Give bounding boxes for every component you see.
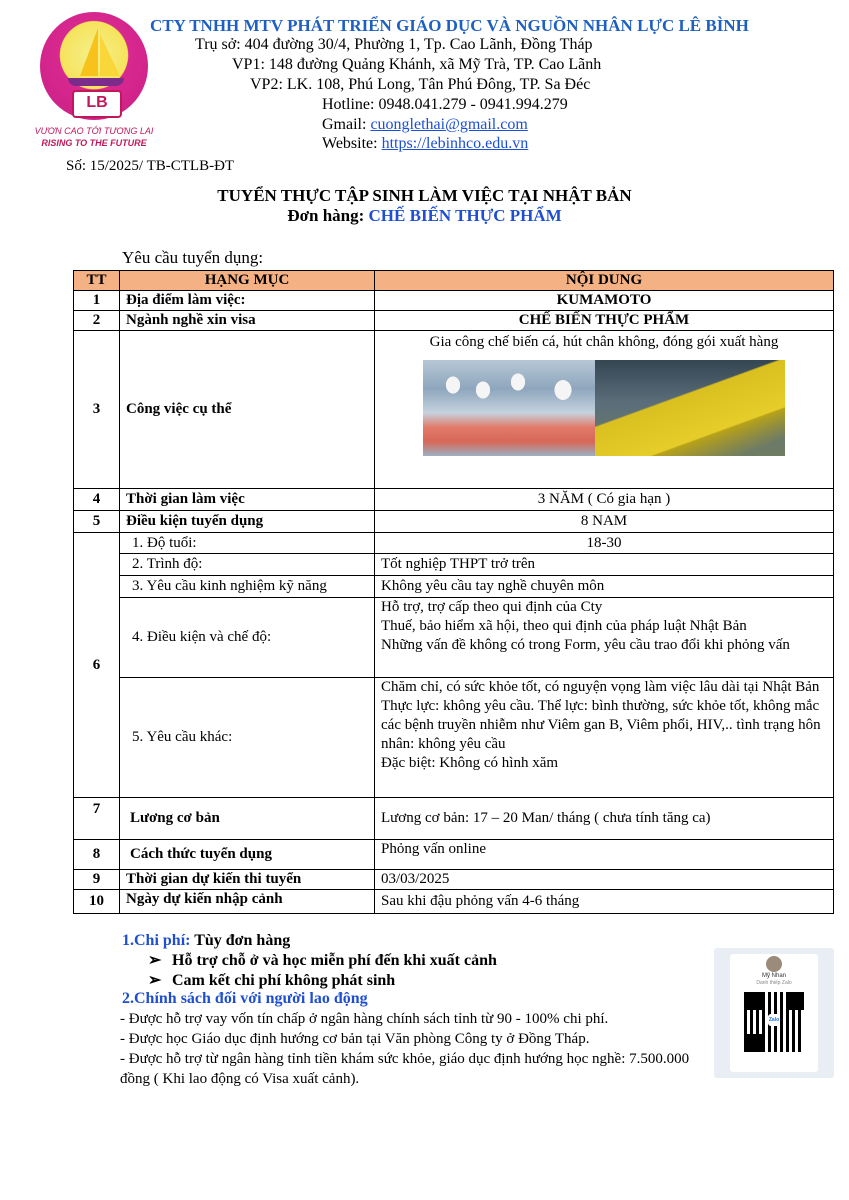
- policy-line: - Được hỗ trợ từ ngân hàng tỉnh tiền khám sức khỏe, giáo dục định hướng học nghề: 7.500.000 đồng ( Khi lao động có Visa xuất cảnh).: [120, 1051, 690, 1087]
- website-line: [322, 135, 528, 153]
- logo-sail-left: [80, 28, 98, 76]
- zalo-qr-card[interactable]: [714, 948, 834, 1078]
- company-name: CTY TNHH MTV PHÁT TRIỂN GIÁO DỤC VÀ NGUỒN NHÂN LỰC LÊ BÌNH: [150, 16, 749, 35]
- benefit-line: Những vấn đề không có trong Form, yêu cầu trao đổi khi phỏng vấn: [381, 637, 790, 653]
- row-content: Gia công chế biến cá, hút chân không, đóng gói xuất hàng: [429, 334, 779, 350]
- policy-line: - Được hỗ trợ vay vốn tín chấp ở ngân hàng chính sách tỉnh từ 90 - 100% chi phí.: [120, 1011, 609, 1027]
- row-number: 5: [74, 511, 120, 533]
- table-row: [74, 291, 834, 311]
- row-content: CHẾ BIẾN THỰC PHẨM: [375, 311, 834, 331]
- table-row: [74, 840, 834, 870]
- row-item: Lương cơ bản: [120, 798, 375, 840]
- sub-value-education: Tốt nghiệp THPT trở trên: [375, 554, 834, 576]
- row-content-cell: [375, 331, 834, 489]
- row-number: 2: [74, 311, 120, 331]
- website-link[interactable]: https://lebinhco.edu.vn: [381, 135, 529, 152]
- qr-subtitle: Danh thiếp Zalo: [756, 980, 792, 986]
- sub-value-experience: Không yêu cầu tay nghề chuyên môn: [375, 576, 834, 598]
- document-title: TUYỂN THỰC TẬP SINH LÀM VIỆC TẠI NHẬT BẢN: [217, 186, 632, 205]
- row-content: 3 NĂM ( Có gia hạn ): [375, 489, 834, 511]
- row-number: 4: [74, 489, 120, 511]
- table-row: [74, 890, 834, 914]
- sub-value-benefits: [375, 598, 834, 678]
- arrow-bullet-icon: ➢: [148, 972, 162, 989]
- table-row: [74, 511, 834, 533]
- qr-name: Mỹ Nhan: [761, 973, 786, 979]
- bullet-text: Cam kết chi phí không phát sinh: [172, 972, 396, 989]
- row-number: 7: [74, 798, 120, 840]
- subtitle-label: Đơn hàng:: [287, 206, 369, 225]
- table-row: [74, 489, 834, 511]
- row-number: 3: [74, 331, 120, 489]
- requirements-table: [73, 270, 834, 914]
- row-number: 10: [74, 890, 120, 914]
- factory-workers-photo: [423, 360, 595, 456]
- row-number: 8: [74, 840, 120, 870]
- sub-item-experience: 3. Yêu cầu kinh nghiệm kỹ năng: [120, 576, 375, 598]
- document-number: Số: 15/2025/ TB-CTLB-ĐT: [66, 158, 235, 174]
- table-row: [74, 554, 834, 576]
- row-number: 1: [74, 291, 120, 311]
- gmail-label: Gmail:: [322, 116, 371, 133]
- gmail-link[interactable]: cuonglethai@gmail.com: [370, 116, 528, 133]
- table-row: [74, 533, 834, 554]
- row-number: 6: [74, 533, 120, 798]
- policy-line: - Được học Giáo dục định hướng cơ bản tại Văn phòng Công ty ở Đồng Tháp.: [120, 1031, 590, 1047]
- costs-heading: [122, 932, 290, 950]
- table-row: [74, 870, 834, 890]
- row-item: Địa điểm làm việc:: [120, 291, 375, 311]
- work-photos: [381, 360, 827, 456]
- website-label: Website:: [322, 135, 382, 152]
- row-item: Điều kiện tuyển dụng: [120, 511, 375, 533]
- header-tt: TT: [74, 271, 120, 291]
- logo-slogan-vi: VƯƠN CAO TỚI TƯƠNG LAI: [34, 126, 154, 136]
- other-line: Chăm chỉ, có sức khỏe tốt, có nguyện vọng làm việc lâu dài tại Nhật Bản: [381, 679, 820, 695]
- header-item: HẠNG MỤC: [120, 271, 375, 291]
- requirements-label: Yêu cầu tuyển dụng:: [122, 248, 264, 267]
- logo-lb-text: LB: [72, 90, 122, 118]
- avatar: [766, 956, 782, 972]
- row-content: Sau khi đậu phỏng vấn 4-6 tháng: [375, 890, 834, 914]
- qr-card-inner: [730, 954, 818, 1072]
- qr-code-icon: [744, 992, 804, 1052]
- row-content: 8 NAM: [375, 511, 834, 533]
- sub-item-other: 5. Yêu cầu khác:: [120, 678, 375, 798]
- table-row: [74, 678, 834, 798]
- costs-bullet: [148, 970, 395, 990]
- costs-bullet: [148, 950, 497, 970]
- sub-item-education: 2. Trình độ:: [120, 554, 375, 576]
- sub-value-other: [375, 678, 834, 798]
- head-office-address: Trụ sở: 404 đường 30/4, Phường 1, Tp. Cao Lãnh, Đồng Tháp: [195, 36, 593, 53]
- row-item: Cách thức tuyển dụng: [120, 840, 375, 870]
- hotline: Hotline: 0948.041.279 - 0941.994.279: [322, 96, 568, 113]
- company-logo: [32, 10, 154, 160]
- sub-item-benefits: 4. Điều kiện và chế độ:: [120, 598, 375, 678]
- row-item: Thời gian dự kiến thi tuyển: [120, 870, 375, 890]
- other-line: Thực lực: không yêu cầu. Thể lực: bình thường, sức khỏe tốt, không mắc các bệnh truyền nhiễm như Viêm gan B, Viêm phổi, HIV,.. tình trạng hôn nhân: không yêu cầu: [381, 698, 821, 752]
- sub-value-age: 18-30: [375, 533, 834, 554]
- table-row: [74, 576, 834, 598]
- subtitle-value: CHẾ BIẾN THỰC PHẨM: [368, 206, 562, 225]
- arrow-bullet-icon: ➢: [148, 952, 162, 969]
- table-header-row: [74, 271, 834, 291]
- logo-sail-right: [100, 34, 120, 76]
- policy-title: 2.Chính sách đối với người lao động: [122, 990, 368, 1007]
- benefit-line: Hỗ trợ, trợ cấp theo qui định của Cty: [381, 599, 603, 615]
- vp2-address: VP2: LK. 108, Phú Long, Tân Phú Đông, TP. Sa Đéc: [250, 76, 591, 93]
- row-content: KUMAMOTO: [375, 291, 834, 311]
- row-content: Phỏng vấn online: [375, 840, 834, 870]
- header-content: NỘI DUNG: [375, 271, 834, 291]
- logo-slogan-en: RISING TO THE FUTURE: [41, 138, 147, 148]
- bullet-text: Hỗ trợ chỗ ở và học miễn phí đến khi xuất cảnh: [172, 952, 497, 969]
- row-item: Ngày dự kiến nhập cảnh: [120, 890, 375, 914]
- row-number: 9: [74, 870, 120, 890]
- table-row: [74, 598, 834, 678]
- gmail-line: [322, 116, 528, 134]
- fish-processing-photo: [595, 360, 785, 456]
- table-row: [74, 798, 834, 840]
- logo-hull: [68, 78, 124, 86]
- document-subtitle: [0, 206, 849, 226]
- costs-title: 1.Chi phí:: [122, 932, 195, 949]
- row-content: Lương cơ bản: 17 – 20 Man/ tháng ( chưa tính tăng ca): [375, 798, 834, 840]
- table-row: [74, 311, 834, 331]
- other-line: Đặc biệt: Không có hình xăm: [381, 755, 559, 771]
- table-row: [74, 331, 834, 489]
- benefit-line: Thuế, bảo hiểm xã hội, theo qui định của pháp luật Nhật Bản: [381, 618, 747, 634]
- vp1-address: VP1: 148 đường Quảng Khánh, xã Mỹ Trà, TP. Cao Lãnh: [232, 56, 602, 73]
- row-item: Ngành nghề xin visa: [120, 311, 375, 331]
- row-item: Công việc cụ thể: [120, 331, 375, 489]
- sub-item-age: 1. Độ tuổi:: [120, 533, 375, 554]
- zalo-badge: Zalo: [768, 1014, 780, 1026]
- row-item: Thời gian làm việc: [120, 489, 375, 511]
- costs-value: Tùy đơn hàng: [194, 932, 291, 949]
- row-content: 03/03/2025: [375, 870, 834, 890]
